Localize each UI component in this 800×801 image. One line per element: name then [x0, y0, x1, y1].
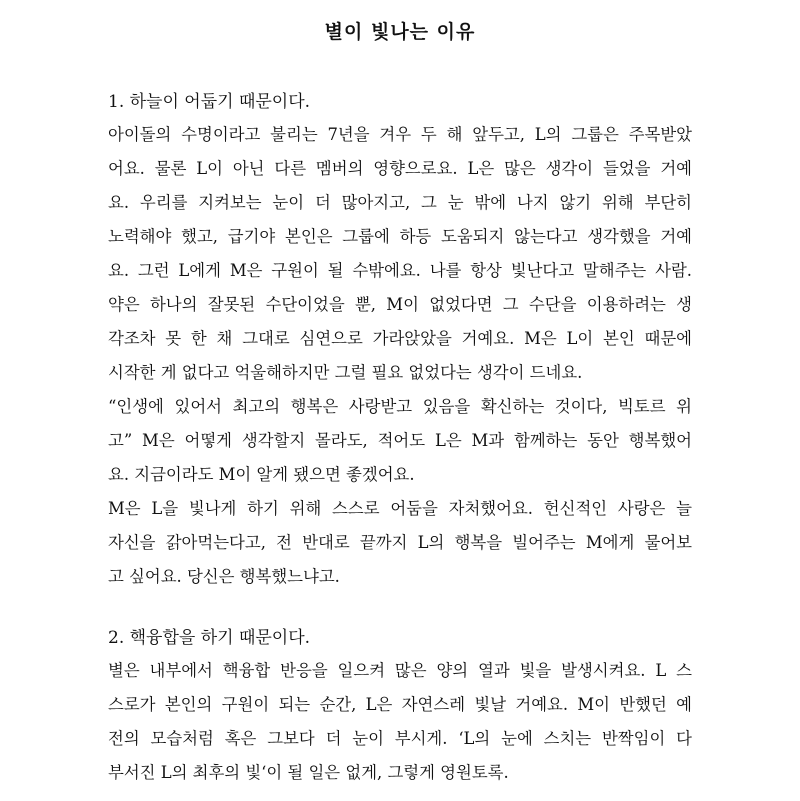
- paragraph-line: 시작한 게 없다고 억울해하지만 그럴 필요 없었다는 생각이 드네요.: [108, 363, 583, 382]
- paragraph-line: M은 L을 빛나게 하기 위해 스스로 어둠을 자처했어요. 헌신적인 사랑은 늘: [108, 499, 692, 518]
- document-title: 별이 빛나는 이유: [324, 21, 476, 43]
- section-heading: 2. 핵융합을 하기 때문이다.: [108, 628, 311, 648]
- paragraph-line: 전의 모습처럼 혹은 그보다 더 눈이 부시게. ‘L의 눈에 스치는 반짝임이 다: [108, 729, 692, 748]
- quote-line: “인생에 있어서 최고의 행복은 사랑받고 있음을 확신하는 것이다, 빅토르 위: [108, 397, 692, 416]
- paragraph-line: 부서진 L의 최후의 빛‘이 될 일은 없게, 그렇게 영원토록.: [108, 763, 509, 782]
- paragraph-line: 별은 내부에서 핵융합 반응을 일으켜 많은 양의 열과 빛을 발생시켜요. L 스: [108, 661, 692, 680]
- paragraph-line: 요. 그런 L에게 M은 구원이 될 수밖에요. 나를 항상 빛난다고 말해주는 사람.: [108, 261, 692, 280]
- paragraph-line: 고 싶어요. 당신은 행복했느냐고.: [108, 567, 340, 586]
- paragraph-line: 요. 우리를 지켜보는 눈이 더 많아지고, 그 눈 밖에 나지 않기 위해 부단히: [108, 193, 692, 212]
- paragraph-line: 아이돌의 수명이라고 불리는 7년을 겨우 두 해 앞두고, L의 그룹은 주목받았: [108, 125, 692, 144]
- paragraph-line: 약은 하나의 잘못된 수단이었을 뿐, M이 없었다면 그 수단을 이용하려는 생: [108, 295, 692, 314]
- paragraph-line: 요. 지금이라도 M이 알게 됐으면 좋겠어요.: [108, 465, 415, 484]
- paragraph-line: 각조차 못 한 채 그대로 심연으로 가라앉았을 거예요. M은 L이 본인 때문에: [108, 329, 692, 348]
- paragraph-line: 노력해야 했고, 급기야 본인은 그룹에 하등 도움되지 않는다고 생각했을 거예: [108, 227, 692, 246]
- paragraph-line: 고” M은 어떻게 생각할지 몰라도, 적어도 L은 M과 함께하는 동안 행복했어: [108, 431, 692, 450]
- section-heading: 1. 하늘이 어둡기 때문이다.: [108, 92, 311, 112]
- paragraph-line: 어요. 물론 L이 아닌 다른 멤버의 영향으로요. L은 많은 생각이 들었을 거예: [108, 159, 692, 178]
- paragraph-line: 자신을 갉아먹는다고, 전 반대로 끝까지 L의 행복을 빌어주는 M에게 물어보: [108, 533, 692, 552]
- paragraph-line: 스로가 본인의 구원이 되는 순간, L은 자연스레 빛날 거예요. M이 반했던 예: [108, 695, 692, 714]
